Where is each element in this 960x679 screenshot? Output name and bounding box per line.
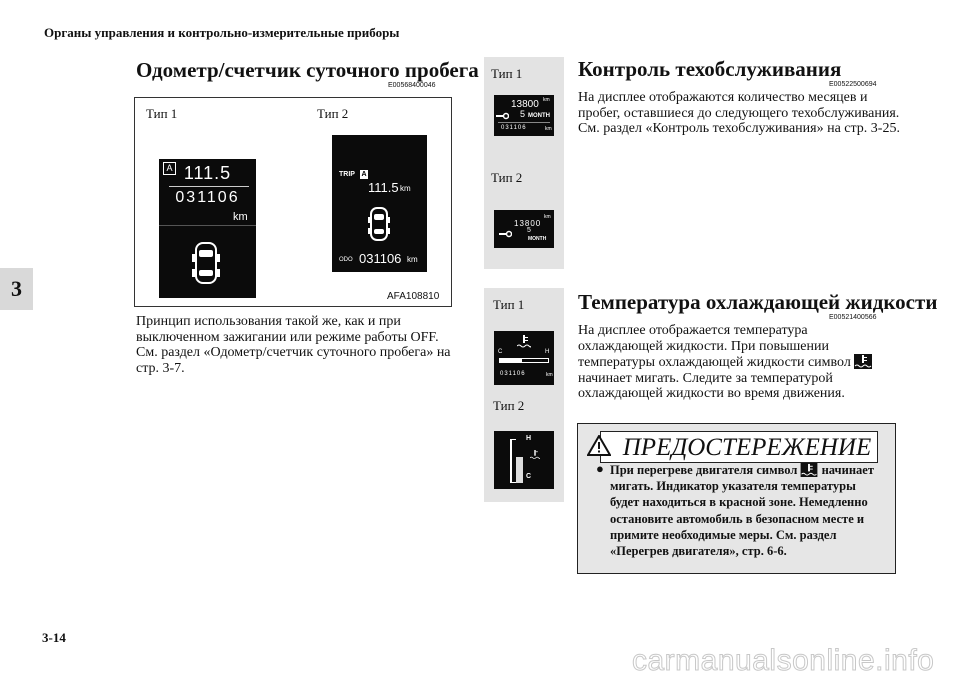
chapter-header: Органы управления и контрольно-измерительные приборы [44, 25, 400, 40]
bullet-icon: ● [596, 461, 604, 476]
distance-unit: km [543, 97, 550, 103]
odo-value: 031106 [359, 251, 402, 266]
hot-label: H [526, 435, 532, 442]
odometer-display-type2 [332, 135, 427, 272]
divider [169, 186, 249, 187]
maintenance-type2-label: Тип 2 [491, 170, 523, 185]
warning-text [596, 461, 882, 559]
odo-unit: km [407, 255, 418, 264]
trip-a-indicator: A [163, 162, 176, 175]
coolant-temperature-icon [517, 335, 531, 349]
months-unit: MONTH [528, 236, 547, 242]
wrench-icon [499, 230, 512, 238]
coolant-text [578, 323, 890, 402]
maintenance-display-type2 [494, 210, 554, 248]
odo-unit: km [545, 126, 552, 132]
maintenance-distance: 13800 [511, 99, 539, 110]
hot-label: H [545, 349, 550, 355]
coolant-display-type2 [494, 431, 554, 489]
trip-unit: km [400, 184, 411, 193]
odometer-figure [134, 97, 452, 307]
cold-label: C [498, 349, 503, 355]
trip-value: 111.5 [368, 180, 399, 195]
car-top-view-icon [368, 207, 390, 241]
odo-unit: km [233, 211, 248, 223]
odometer-type2-label: Тип 2 [317, 106, 349, 121]
coolant-type2-label: Тип 2 [493, 398, 525, 413]
coolant-title: Температура охлаждающей жидкости [578, 290, 938, 314]
divider [159, 225, 256, 226]
coolant-display-type1 [494, 331, 554, 385]
coolant-code: E00521400566 [829, 314, 877, 321]
coolant-sidebar [484, 288, 564, 502]
coolant-warning-icon [854, 354, 872, 369]
odo-value: 031106 [175, 189, 240, 206]
coolant-text-after: начинает мигать. Следите за температурой охлаждающей жидкости во время движения. [578, 370, 845, 401]
odometer-display-type1 [159, 159, 256, 298]
page-number: 3-14 [42, 630, 66, 645]
maintenance-display-type1 [494, 95, 554, 136]
gauge-scale [510, 439, 512, 483]
temperature-level-bar [516, 457, 523, 483]
maintenance-months: 5 [527, 227, 531, 234]
odo-value: 031106 [500, 371, 526, 377]
maintenance-months: 5 [520, 109, 526, 119]
chapter-tab: 3 [0, 268, 33, 310]
coolant-type1-label: Тип 1 [493, 297, 525, 312]
watermark: carmanualsonline.info [632, 644, 935, 677]
car-top-view-icon [192, 241, 220, 285]
trip-a-indicator: A [361, 171, 367, 178]
trip-value: 111.5 [183, 163, 232, 183]
odometer-title: Одометр/счетчик суточного пробега [136, 58, 479, 82]
gauge-tick [510, 439, 516, 440]
warning-title [600, 431, 878, 463]
maintenance-type1-label: Тип 1 [491, 66, 523, 81]
figure-code: AFA108810 [387, 291, 440, 302]
odo-unit: km [546, 372, 553, 378]
maintenance-sidebar [484, 57, 564, 269]
maintenance-code: E00522500694 [829, 81, 877, 88]
warning-text-after: начинает мигать. Индикатор указателя температуры будет находиться в красной зоне. Немедленно остановите автомобиль в безопасном месте и примите необходимые меры. См. раздел «Перегрев двигателя», стр. 6-6. [610, 463, 874, 559]
warning-text-before: При перегреве двигателя символ [610, 463, 798, 477]
warning-triangle-icon [587, 435, 611, 456]
coolant-temperature-icon [530, 449, 540, 461]
coolant-warning-icon [800, 463, 818, 477]
months-unit: MONTH [528, 113, 550, 119]
trip-tag: TRIP [339, 171, 355, 178]
maintenance-distance: 13800 [514, 219, 542, 228]
warning-title-text: ПРЕДОСТЕРЕЖЕНИЕ [622, 434, 872, 461]
odo-value: 031106 [501, 125, 527, 131]
divider [498, 122, 550, 123]
coolant-text-before: На дисплее отображается температура охлаждающей жидкости. При повышении температуры охлаждающей жидкости символ [578, 323, 851, 370]
distance-unit: km [544, 214, 551, 220]
wrench-icon [496, 112, 509, 120]
maintenance-text: На дисплее отображаются количество месяцев и пробег, оставшиеся до следующего техобслуживания. См. раздел «Контроль техобслуживания» на стр. 3-25. [578, 90, 900, 136]
odo-tag: ODO [339, 257, 353, 263]
odometer-code: E00568400046 [388, 82, 436, 89]
odometer-text: Принцип использования такой же, как и при выключенном зажигании или режиме работы OFF. См. раздел «Одометр/счетчик суточного пробега» на стр. 3-7. [136, 314, 451, 376]
odometer-type1-label: Тип 1 [146, 106, 178, 121]
temperature-gauge-bar [499, 358, 549, 363]
cold-label: C [526, 473, 532, 480]
maintenance-title: Контроль техобслуживания [578, 57, 842, 81]
